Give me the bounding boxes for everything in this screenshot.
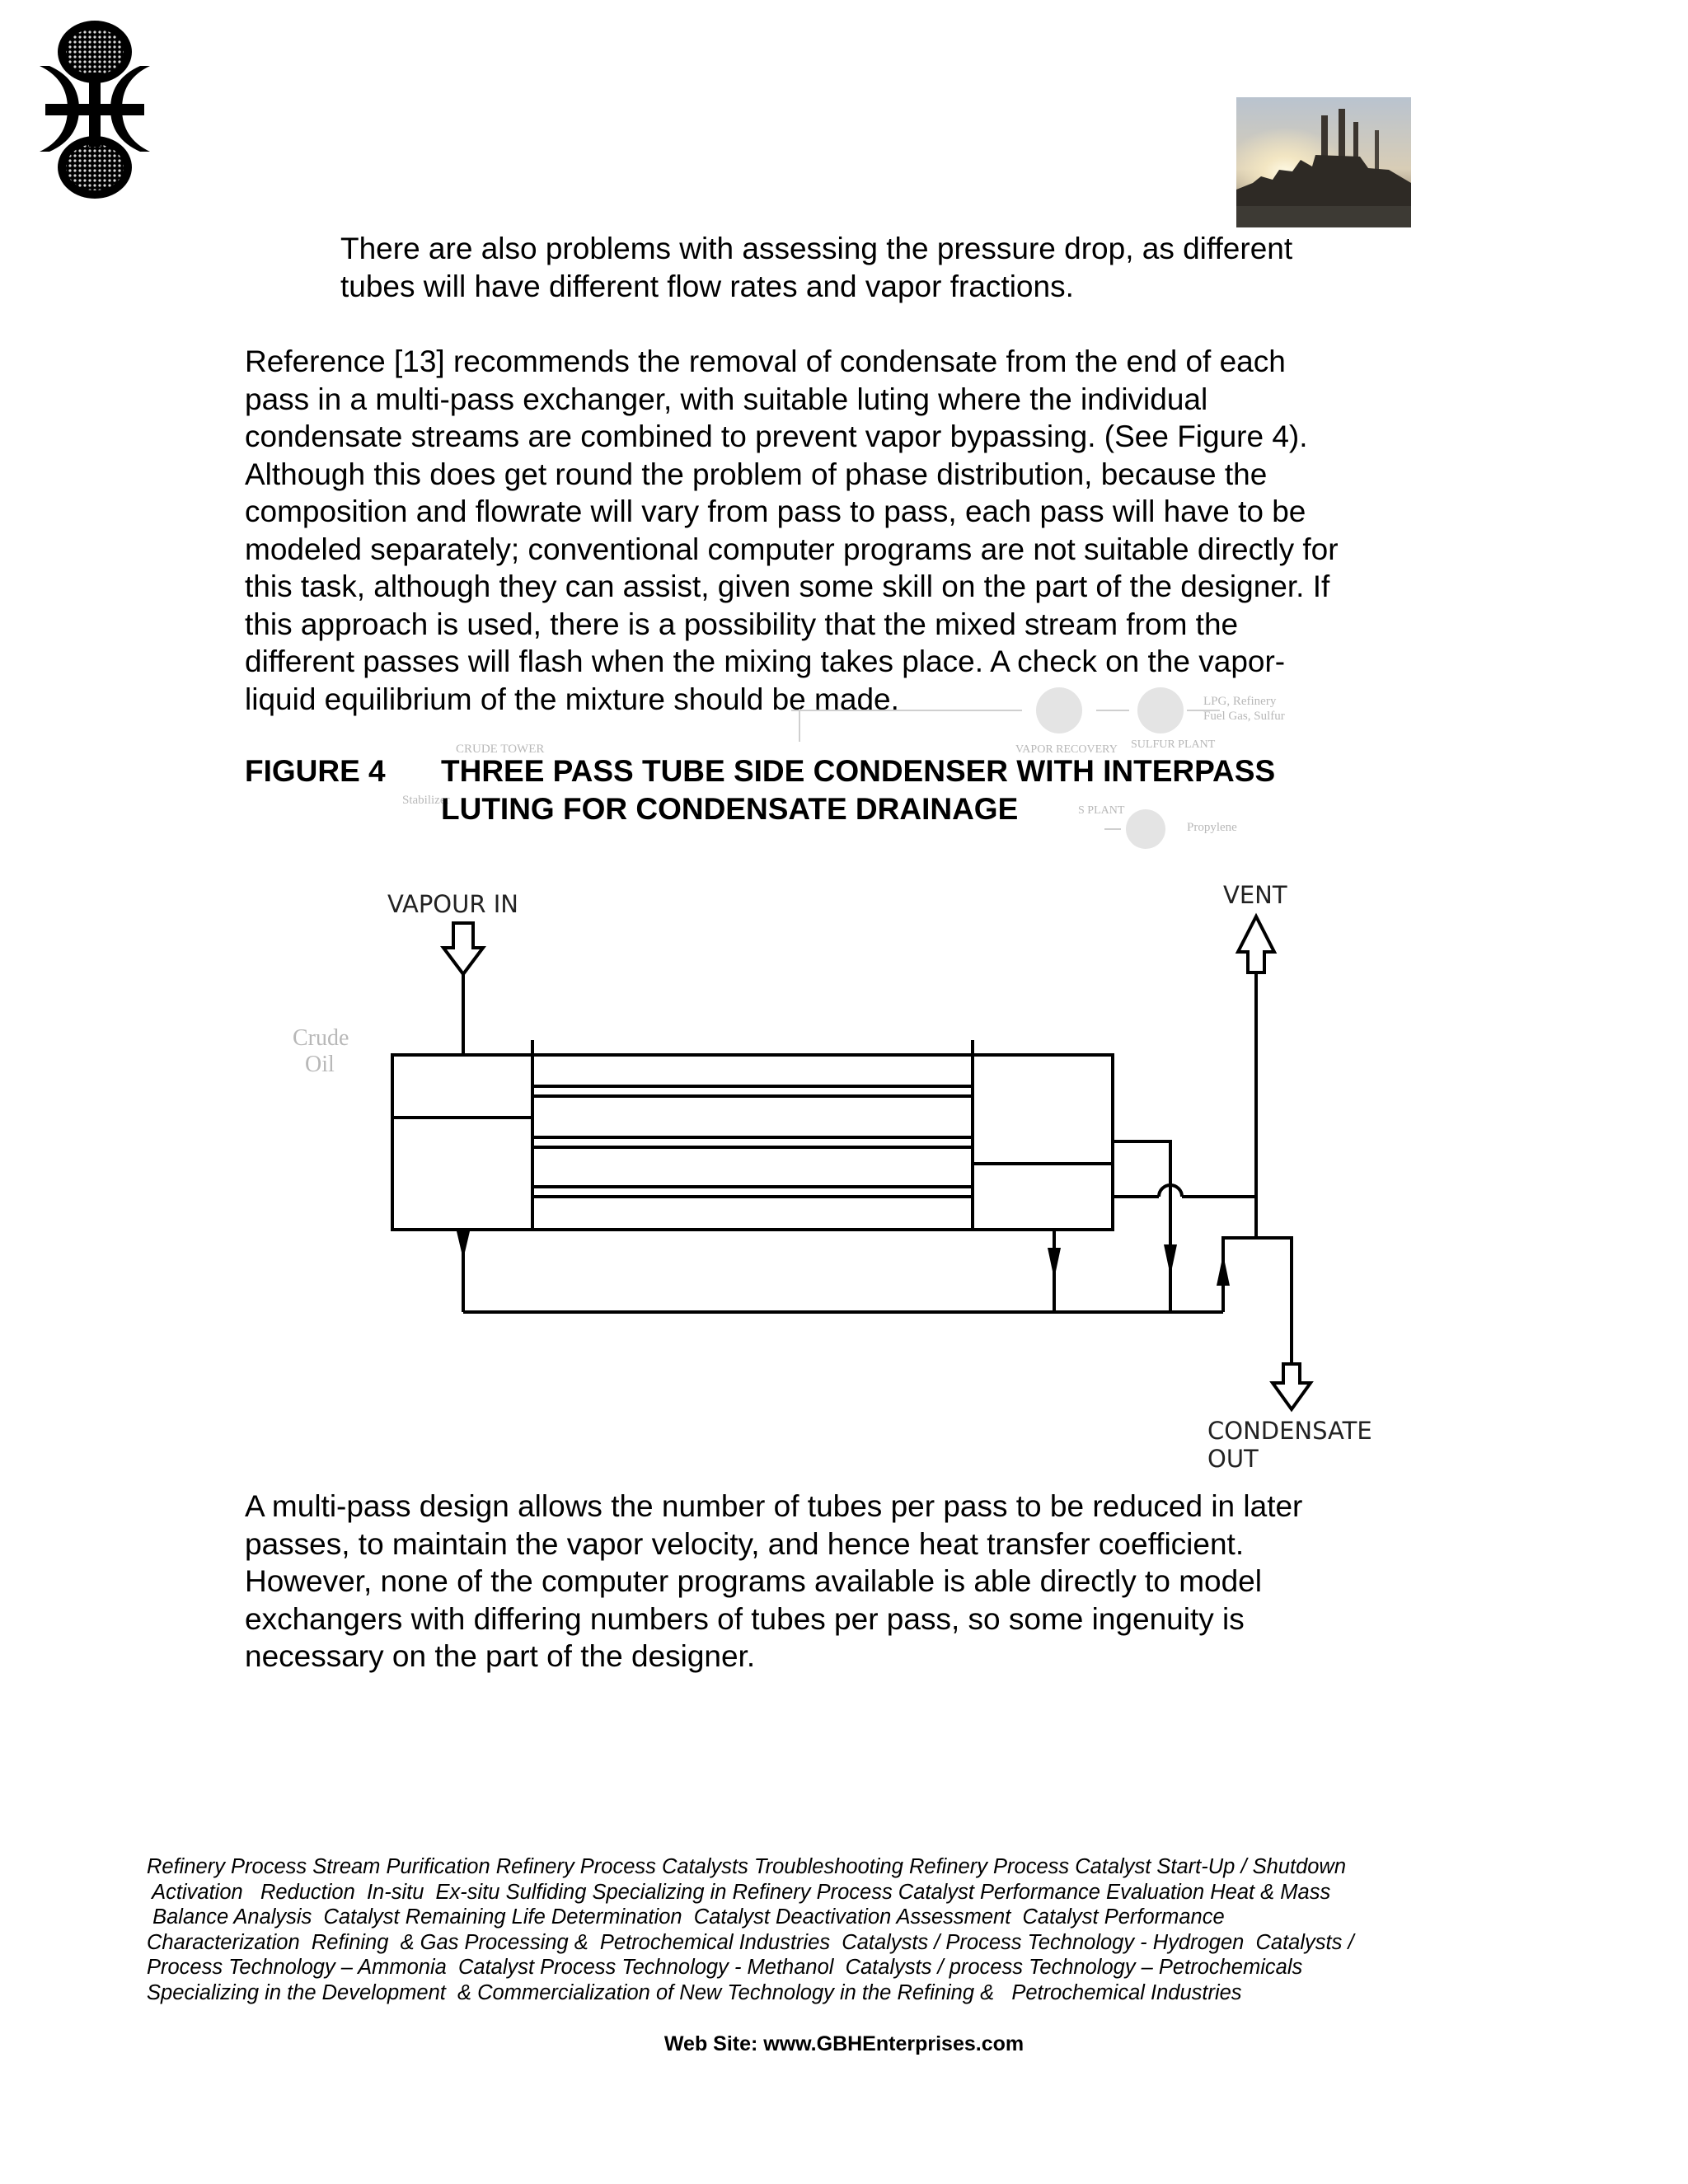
paragraph-line: exchangers with differing numbers of tubes per pass, so some ingenuity is (245, 1601, 1245, 1636)
watermark-propylene: Propylene (1187, 821, 1237, 834)
figure-label: FIGURE 4 (245, 754, 386, 788)
figure-title-line: THREE PASS TUBE SIDE CONDENSER WITH INTERPASS (441, 754, 1276, 788)
paragraph-line: condensate streams are combined to prevent vapor bypassing. (See Figure 4). (245, 419, 1308, 453)
condensate-out-label-line2: OUT (1207, 1445, 1259, 1473)
watermark-vapor-recovery: VAPOR RECOVERY (1015, 743, 1118, 756)
paragraph-line: passes, to maintain the vapor velocity, and hence heat transfer coefficient. (245, 1526, 1245, 1561)
watermark-crude-line2: Oil (305, 1052, 335, 1077)
watermark-lpg-line2: Fuel Gas, Sulfur (1203, 710, 1285, 723)
figure-title (441, 752, 1275, 828)
paragraph-line: this approach is used, there is a possibility that the mixed stream from the (245, 607, 1239, 641)
paragraph-line: A multi-pass design allows the number of tubes per pass to be reduced in later (245, 1489, 1303, 1523)
vapour-in-label: VAPOUR IN (387, 890, 518, 918)
watermark-lpg-line1: LPG, Refinery (1203, 695, 1277, 708)
footer-line: Activation Reduction In-situ Ex-situ Sulfiding Specializing in Refinery Process Catalyst Performance Evaluation Heat & Mass (147, 1880, 1331, 1904)
paragraph-line: this task, although they can assist, given some skill on the part of the designer. If (245, 569, 1330, 603)
condensate-out-label-line1: CONDENSATE (1207, 1417, 1372, 1445)
paragraph-line: Although this does get round the problem of phase distribution, because the (245, 457, 1268, 491)
paragraph-line: liquid equilibrium of the mixture should be made. (245, 682, 899, 716)
paragraph-line: different passes will flash when the mixing takes place. A check on the vapor- (245, 644, 1286, 678)
inlet-header (392, 1055, 532, 1230)
website-link[interactable]: Web Site: www.GBHEnterprises.com (663, 2032, 1025, 2055)
vapour-in-arrow (443, 923, 483, 974)
watermark-crude-tower: CRUDE TOWER (456, 743, 545, 756)
intro-line: There are also problems with assessing the pressure drop, as different (340, 232, 1293, 265)
paragraph-line: necessary on the part of the designer. (245, 1639, 756, 1673)
vent-arrow (1238, 916, 1274, 972)
paragraph-line: Reference [13] recommends the removal of condensate from the end of each (245, 344, 1286, 378)
intro-line: tubes will have different flow rates and vapor fractions. (340, 269, 1074, 303)
footer-line: Characterization Refining & Gas Processing & Petrochemical Industries Catalysts / Process Technology - Hydrogen Catalysts / (147, 1930, 1354, 1954)
figure-title-line: LUTING FOR CONDENSATE DRAINAGE (441, 792, 1019, 826)
footer-services-text (147, 1854, 1354, 2005)
vent-label: VENT (1223, 881, 1287, 909)
footer-line: Process Technology – Ammonia Catalyst Process Technology - Methanol Catalysts / process Technology – Petrochemicals (147, 1956, 1303, 1979)
paragraph-line: However, none of the computer programs available is able directly to model (245, 1564, 1262, 1598)
watermark-plant: S PLANT (1078, 804, 1125, 817)
paragraph-line: composition and flowrate will vary from pass to pass, each pass will have to be (245, 494, 1306, 528)
footer-line: Refinery Process Stream Purification Refinery Process Catalysts Troubleshooting Refinery Process Catalyst Start-Up / Shutdown (147, 1855, 1347, 1878)
paragraph-line: modeled separately; conventional computer programs are not suitable directly for (245, 532, 1339, 566)
footer-line: Specializing in the Development & Commercialization of New Technology in the Refining & Petrochemical Industries (147, 1980, 1242, 2004)
watermark-crude-line1: Crude (293, 1025, 349, 1051)
paragraph-multipass (245, 1488, 1302, 1675)
condenser-diagram (0, 874, 1688, 1483)
watermark-sulfur-plant: SULFUR PLANT (1131, 738, 1216, 751)
watermark-stabilizer: Stabilizer (402, 794, 450, 807)
paragraph-line: pass in a multi-pass exchanger, with suitable luting where the individual (245, 382, 1208, 416)
return-header (973, 1055, 1113, 1230)
footer-line: Balance Analysis Catalyst Remaining Life Determination Catalyst Deactivation Assessment Catalyst Performance (147, 1905, 1225, 1929)
condensate-out-arrow (1273, 1364, 1311, 1409)
